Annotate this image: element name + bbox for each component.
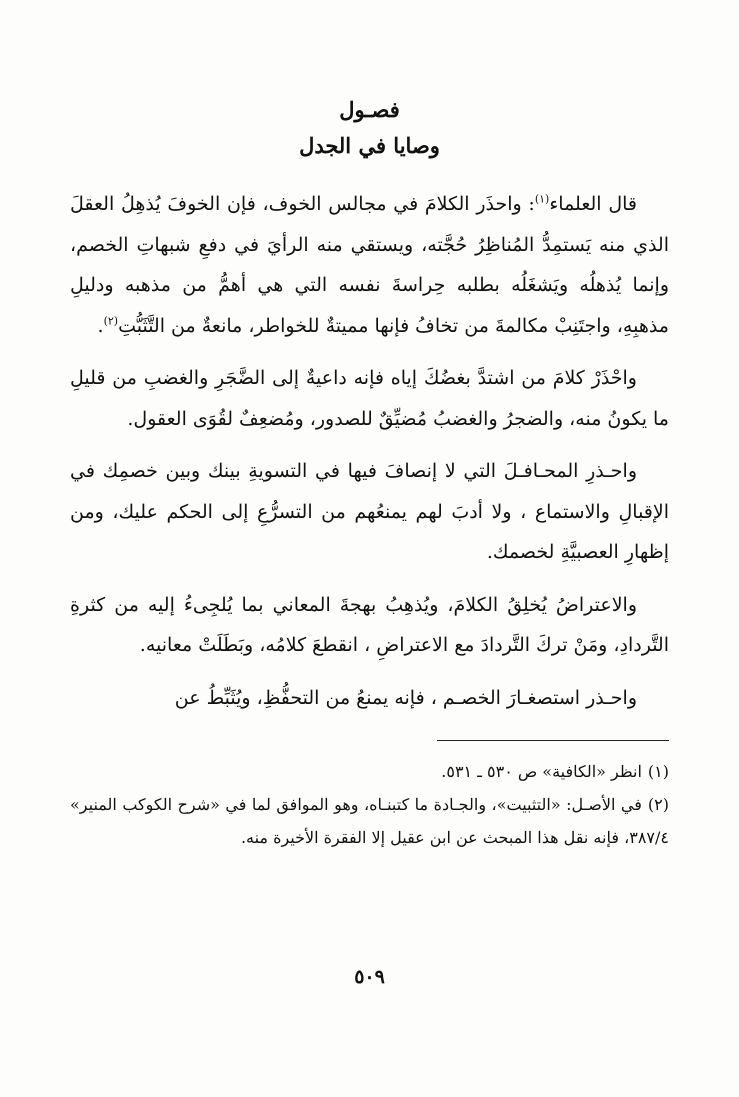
chapter-heading: فصـول bbox=[339, 97, 400, 122]
paragraph-1-end: . bbox=[97, 314, 104, 337]
footnote-2 bbox=[70, 788, 669, 854]
footnote-ref-1[interactable]: (١) bbox=[534, 192, 550, 206]
page-number: ٥٠٩ bbox=[354, 966, 385, 988]
footnote-separator bbox=[437, 740, 669, 741]
paragraph-1-text: قال العلماء bbox=[549, 193, 637, 215]
paragraph-5: واحـذر استصغـارَ الخصـم ، فإنه يمنعُ من التحفُّظِ، ويُثَبِّطُ عن bbox=[174, 686, 637, 709]
footnote-2-text: في الأصـل: «التثبيت»، والجـادة ما كتبنـاه، وهو الموافق لما في «شرح الكوكب المنير» ٣٨٧/٤، فإنه نقل هذا المبحث عن ابن عقيل إلا الفقرة الأخيرة منه. bbox=[70, 795, 669, 847]
section-subheading: وصايا في الجدل bbox=[299, 133, 440, 158]
footnote-1-number: (١) bbox=[647, 762, 669, 781]
paragraph-4: والاعتراضُ يُخلِقُ الكلامَ، ويُذهِبُ بهجةَ المعاني بما يُلجِىءُ إليه من كثرةِ التَّردادِ، ومَنْ تركَ التَّردادَ مع الاعتراضِ ، انقطعَ كلامُه، وبَطَلَتْ معانيه. bbox=[70, 593, 669, 656]
footnote-2-number: (٢) bbox=[647, 795, 669, 814]
footnote-ref-2[interactable]: (٢) bbox=[103, 314, 119, 328]
footnote-1-text: انظر «الكافية» ص ٥٣٠ ـ ٥٣١. bbox=[441, 762, 642, 781]
paragraph-3: واحـذرِ المحـافـلَ التي لا إنصافَ فيها في التسويةِ بينك وبين خصمِك في الإقبالِ والاستماع ، ولا أدبَ لهم يمنعُهم من التسرُّعِ إلى الحكم عليك، ومن إظهارِ العصبيَّةِ لخصمك. bbox=[70, 460, 669, 563]
paragraph-2: واحْذَرْ كلامَ من اشتدَّ بغضُكَ إياه فإنه داعيةٌ إلى الضَّجَرِ والغضبِ من قليلِ ما يكونُ منه، والضجرُ والغضبُ مُضيِّقٌ للصدور، ومُضعِفٌ لقُوَى العقول. bbox=[70, 367, 669, 430]
paragraph-1-text-cont: : واحذَر الكلامَ في مجالس الخوف، فإن الخوفَ يُذهِلُ العقلَ الذي منه يَستمِدُّ المُناظِرُ حُجَّته، ويستقي منه الرأيَ في دفعِ شبهاتِ الخصم، وإنما يُذهلُه ويَشغَلُه بطلبه حِراسةَ نفسه التي هي أهمُّ من مذهبه ودليلِ مذهبِهِ، واجتَنِبْ مكالمةَ من تخافُ فإنها مميتةٌ للخواطر، مانعةٌ من التَّثَبُّتِ bbox=[70, 193, 669, 337]
footnotes bbox=[70, 755, 669, 854]
paragraph-1 bbox=[70, 184, 669, 346]
footnote-1 bbox=[70, 755, 669, 788]
